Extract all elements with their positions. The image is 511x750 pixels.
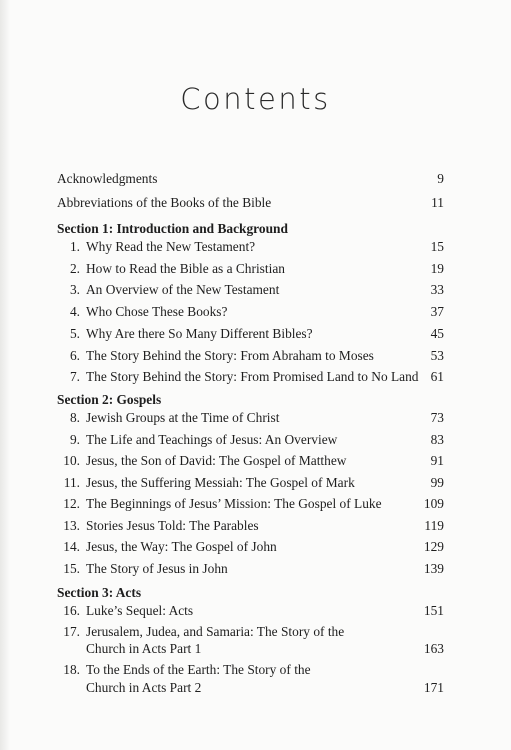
section-heading: Section 1: Introduction and Background xyxy=(57,221,288,236)
chapter-number: 17. xyxy=(63,624,80,639)
chapter-number: 3. xyxy=(69,282,80,297)
chapter-number: 11. xyxy=(63,475,80,490)
entry-page: 109 xyxy=(423,496,444,511)
entry-page: 73 xyxy=(430,410,444,425)
entry-title: Why Read the New Testament? xyxy=(86,239,256,254)
entry-page: 139 xyxy=(423,561,444,576)
chapter-number: 5. xyxy=(69,326,80,341)
entry-title-continued: Church in Acts Part 1 xyxy=(86,641,202,656)
entry-title: To the Ends of the Earth: The Story of the xyxy=(86,662,311,677)
entry-page: 15 xyxy=(430,239,444,254)
chapter-number: 12. xyxy=(63,496,80,511)
chapter-number: 16. xyxy=(63,603,80,618)
entry-title: An Overview of the New Testament xyxy=(86,282,280,297)
entry-title: Stories Jesus Told: The Parables xyxy=(86,518,259,533)
chapter-number: 14. xyxy=(63,539,80,554)
entry-page: 61 xyxy=(430,369,444,384)
entry-page: 151 xyxy=(423,603,444,618)
chapter-number: 2. xyxy=(69,261,80,276)
entry-page: 83 xyxy=(430,432,444,447)
entry-title: Jewish Groups at the Time of Christ xyxy=(86,410,280,425)
entry-page: 163 xyxy=(423,641,444,656)
entry-page: 99 xyxy=(430,475,444,490)
entry-page: 33 xyxy=(430,282,444,297)
entry-page: 37 xyxy=(430,304,444,319)
entry-title: The Life and Teachings of Jesus: An Overview xyxy=(86,432,338,447)
entry-page: 129 xyxy=(423,539,444,554)
entry-title: Luke’s Sequel: Acts xyxy=(86,603,194,618)
entry-title-continued: Church in Acts Part 2 xyxy=(86,680,202,695)
entry-page: 9 xyxy=(437,171,444,186)
entry-title: The Story of Jesus in John xyxy=(86,561,228,576)
entry-page: 119 xyxy=(424,518,444,533)
entry-page: 53 xyxy=(430,348,444,363)
chapter-number: 6. xyxy=(69,348,80,363)
entry-title: Jerusalem, Judea, and Samaria: The Story of the xyxy=(86,624,345,639)
entry-page: 91 xyxy=(430,453,444,468)
entry-title: The Story Behind the Story: From Abraham to Moses xyxy=(86,348,374,363)
page-title: Contents xyxy=(180,82,331,116)
entry-page: 45 xyxy=(430,326,444,341)
chapter-number: 8. xyxy=(69,410,80,425)
chapter-number: 13. xyxy=(63,518,80,533)
entry-page: 19 xyxy=(430,261,444,276)
chapter-number: 4. xyxy=(69,304,80,319)
entry-page: 171 xyxy=(423,680,444,695)
entry-title: Acknowledgments xyxy=(57,171,158,186)
chapter-number: 9. xyxy=(69,432,80,447)
section-heading: Section 3: Acts xyxy=(57,585,142,600)
entry-title: The Story Behind the Story: From Promised Land to No Land xyxy=(86,369,419,384)
entry-title: Jesus, the Suffering Messiah: The Gospel of Mark xyxy=(86,475,355,490)
entry-title: Who Chose These Books? xyxy=(86,304,228,319)
entry-title: Jesus, the Way: The Gospel of John xyxy=(86,539,277,554)
chapter-number: 15. xyxy=(63,561,80,576)
chapter-number: 10. xyxy=(63,453,80,468)
entry-title: Why Are there So Many Different Bibles? xyxy=(86,326,313,341)
chapter-number: 18. xyxy=(63,662,80,677)
entry-title: Jesus, the Son of David: The Gospel of Matthew xyxy=(86,453,347,468)
entry-title: How to Read the Bible as a Christian xyxy=(86,261,285,276)
entry-page: 11 xyxy=(431,195,444,210)
entry-title: Abbreviations of the Books of the Bible xyxy=(57,195,272,210)
chapter-number: 1. xyxy=(69,239,80,254)
section-heading: Section 2: Gospels xyxy=(57,392,162,407)
chapter-number: 7. xyxy=(69,369,80,384)
entry-title: The Beginnings of Jesus’ Mission: The Gospel of Luke xyxy=(86,496,382,511)
